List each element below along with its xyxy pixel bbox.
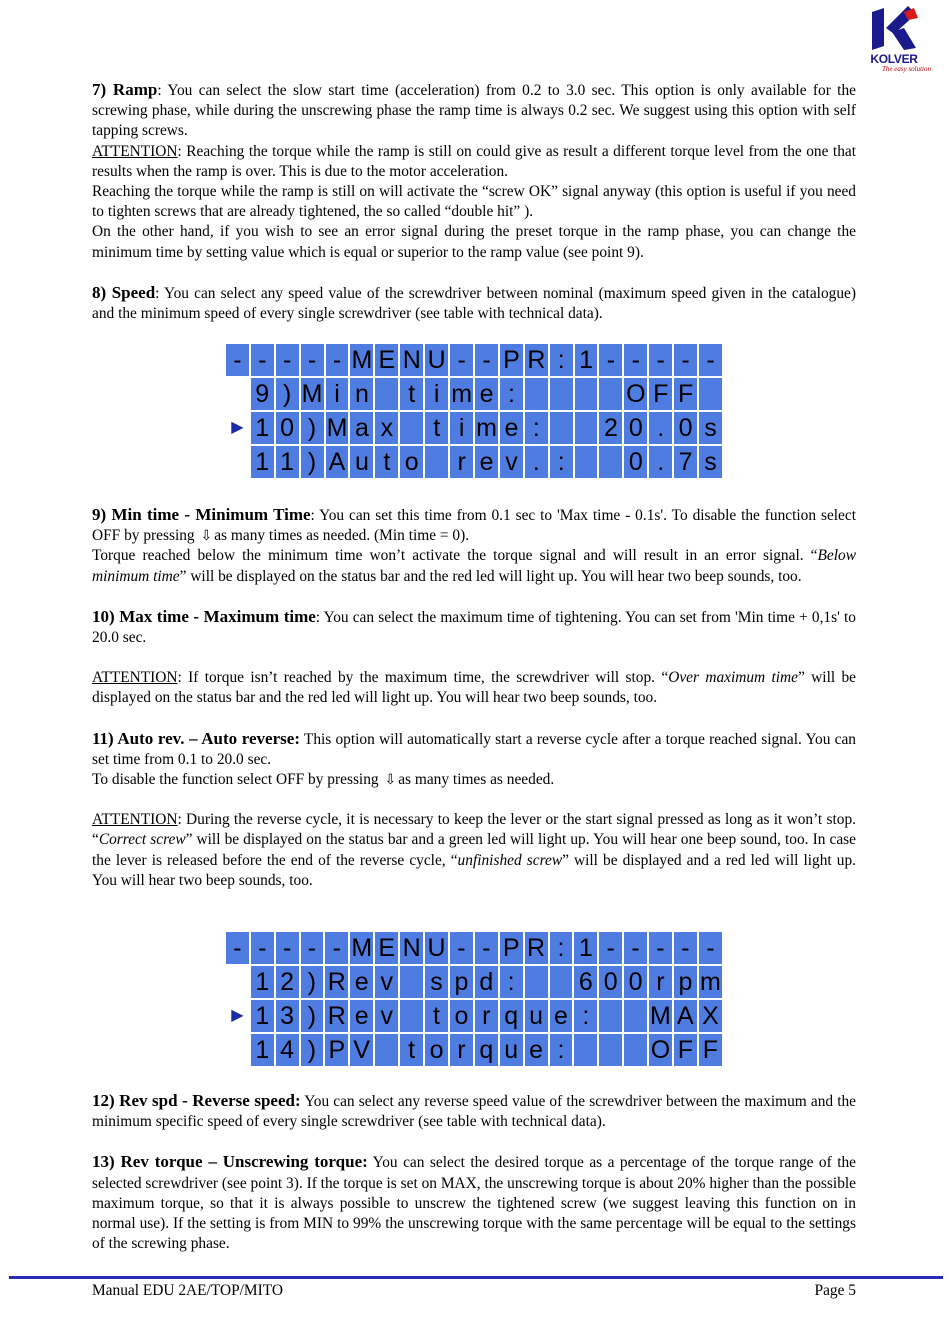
lcd-cell: - (226, 344, 249, 376)
lcd-cell: R (325, 1000, 348, 1032)
sec7-attention-text: : Reaching the torque while the ramp is still on could give as result a different torque level from the one that results when the ramp is over. This is due to the motor acceleration. (92, 142, 856, 180)
lcd-cell: 0 (674, 412, 697, 444)
lcd-cell: ) (301, 1034, 324, 1066)
lcd-cell: s (425, 966, 448, 998)
sec13-para (92, 1152, 856, 1254)
lcd-cell: i (450, 412, 473, 444)
sec11-attention-a: : During the reverse cycle, it is necessary to keep the lever or the start signal pressed as long as it won’t stop. “ (92, 811, 856, 849)
lcd-cell: - (301, 932, 324, 964)
lcd-cell: F (674, 1034, 697, 1066)
lcd-cell (575, 378, 598, 410)
lcd-cell: - (674, 932, 697, 964)
lcd-cell: u (350, 446, 373, 478)
lcd-cell: 1 (251, 1034, 274, 1066)
sec9-italic: Below minimum time (92, 547, 856, 585)
lcd-cell: : (550, 446, 573, 478)
lcd-cell: U (425, 932, 448, 964)
lcd-cell: 1 (251, 966, 274, 998)
sec10-attention-label: ATTENTION (92, 669, 178, 687)
lcd-cell: u (500, 1034, 523, 1066)
lcd-cell: : (550, 344, 573, 376)
lcd-cell: o (400, 446, 423, 478)
lcd-cell (375, 378, 398, 410)
lcd-cell: - (649, 932, 672, 964)
lcd-cell: e (525, 1034, 548, 1066)
lcd-cell: m (451, 380, 473, 408)
lcd-cell: 1 (251, 446, 274, 478)
lcd-cell: 2 (599, 412, 622, 444)
lcd-row (226, 344, 722, 376)
lcd-cell: O (626, 380, 646, 408)
lcd-cell: M (351, 934, 373, 962)
lcd-row (226, 378, 722, 410)
lcd-cell: 0 (624, 966, 647, 998)
lcd-cell (550, 378, 573, 410)
lcd-cell: - (475, 932, 498, 964)
lcd-cell: - (674, 344, 697, 376)
lcd-cell: 2 (276, 966, 299, 998)
logo-tagline: The easy solution (882, 65, 931, 73)
lcd-cell: - (276, 932, 299, 964)
lcd-cell (574, 1034, 597, 1066)
lcd-cell (575, 446, 598, 478)
down-arrow-icon: ⇩ (200, 528, 213, 545)
lcd-cell: - (276, 344, 299, 376)
lcd-cell (400, 966, 423, 998)
lcd-cell: - (251, 932, 274, 964)
lcd-cell (226, 446, 249, 478)
lcd-cell: N (400, 344, 423, 376)
lcd-cell (575, 412, 598, 444)
lcd-cell: P (325, 1034, 348, 1066)
lcd-cell: r (450, 446, 473, 478)
lcd-cell (375, 1034, 398, 1066)
lcd-cell: i (425, 378, 448, 410)
lcd-cell: - (599, 344, 622, 376)
sec11-para1 (92, 729, 856, 770)
page-content-2 (92, 505, 856, 891)
lcd-cell: F (674, 378, 697, 410)
kolver-logo (864, 6, 931, 76)
lcd-cell: F (649, 378, 672, 410)
lcd-cell: o (450, 1000, 473, 1032)
lcd-cell (525, 966, 548, 998)
lcd-cell: t (400, 1034, 423, 1066)
sec7-attention (92, 142, 856, 182)
sec7-para2: Reaching the torque while the ramp is still on will activate the “screw OK” signal anyway (this option is useful if you need to tighten screws that are already tightened, the so called “double hit” ). (92, 183, 856, 221)
lcd-cell (525, 378, 548, 410)
lcd-cell: 1 (574, 932, 597, 964)
lcd-cell (226, 966, 249, 998)
lcd-cell: M (301, 380, 323, 408)
lcd-cell: x (375, 412, 398, 444)
page-content (92, 80, 856, 324)
lcd-display-menu-1 (224, 342, 724, 480)
sec11-disable-b: as many times as needed. (398, 771, 555, 789)
sec11-title: 11) Auto rev. – Auto reverse: (92, 728, 300, 748)
lcd-row (226, 446, 722, 478)
sec10-para1 (92, 607, 856, 648)
lcd-cell (226, 378, 249, 410)
lcd-cell: e (350, 966, 373, 998)
lcd-cell: N (400, 932, 423, 964)
sec11-attention (92, 810, 856, 891)
lcd-cell: U (425, 344, 448, 376)
sec7-para3: On the other hand, if you wish to see an error signal during the preset torque in the ramp phase, you can change the minimum time by setting value which is equal or superior to the ramp value (see point 9). (92, 223, 856, 261)
lcd-cell: 0 (276, 412, 299, 444)
lcd-cell: . (525, 446, 548, 478)
lcd-cell: d (475, 966, 498, 998)
lcd-cell: e (500, 412, 523, 444)
lcd-cell: t (375, 446, 398, 478)
lcd-cell: s (699, 446, 722, 478)
sec11-attention-c: ” will be displayed and a red led will light up. You will hear two beep sounds, too. (92, 851, 856, 889)
sec13-title: 13) Rev torque – Unscrewing torque: (92, 1152, 368, 1172)
lcd-cell: 1 (251, 412, 274, 444)
lcd-cell: r (475, 1000, 498, 1032)
lcd-cell (599, 378, 622, 410)
sec11-text: This option will automatically start a reverse cycle after a torque reached signal. You can set time from 0.1 to 20.0 sec. (92, 730, 856, 768)
lcd-cell: E (375, 344, 398, 376)
lcd-cell: . (649, 412, 672, 444)
lcd-cell: q (500, 1000, 523, 1032)
sec12-para (92, 1091, 856, 1132)
lcd-cell: e (475, 378, 498, 410)
lcd-cell: t (400, 378, 423, 410)
lcd-cell: - (251, 344, 274, 376)
lcd-cell: A (326, 446, 349, 478)
sec9-text1: : You can set this time from 0.1 sec to 'Max time - 0.1s'. To disable the function select OFF by pressing (92, 507, 856, 545)
lcd-row (226, 1034, 722, 1066)
lcd-cell (400, 1000, 423, 1032)
lcd-cell: n (350, 378, 373, 410)
lcd-cell: - (624, 932, 647, 964)
selection-arrow-icon: ▶ (226, 412, 249, 444)
lcd-cell: : (500, 378, 523, 410)
sec10-title: 10) Max time - Maximum time (92, 606, 316, 626)
lcd-cell: R (325, 966, 348, 998)
lcd-cell: 1 (251, 1000, 274, 1032)
lcd-cell: ) (301, 966, 324, 998)
lcd-cell: e (550, 1000, 573, 1032)
page-content-3 (92, 1091, 856, 1254)
lcd-cell: t (425, 412, 448, 444)
lcd-cell: E (375, 932, 398, 964)
sec11-attention-b: ” will be displayed on the status bar and a green led will light up. You will hear one beep sound, too. In case the lever is released before the end of the reverse cycle, “ (92, 831, 856, 869)
lcd-cell: e (475, 446, 498, 478)
lcd-cell: V (350, 1034, 373, 1066)
footer-divider (9, 1276, 943, 1279)
lcd-cell: e (350, 1000, 373, 1032)
down-arrow-icon: ⇩ (384, 772, 397, 789)
lcd-cell: 4 (276, 1034, 299, 1066)
lcd-cell (550, 412, 573, 444)
sec11-attention-italic1: Correct screw (98, 831, 186, 849)
lcd-cell: ) (301, 412, 324, 444)
lcd-cell: 1 (575, 344, 598, 376)
lcd-row (226, 412, 722, 444)
lcd-cell: : (525, 412, 548, 444)
lcd-cell: r (450, 1034, 473, 1066)
lcd-cell: ) (276, 378, 299, 410)
lcd-cell (599, 1000, 622, 1032)
lcd-cell: o (425, 1034, 448, 1066)
sec13-text: You can select the desired torque as a percentage of the torque range of the selected screwdriver (see point 3). If the torque is set on MAX, the unscrewing torque is about 20% higher than the possible maximum torque, so that it is always possible to unscrew the tightened screw (we suggest leaving this function on in normal use). If the setting is from MIN to 99% the unscrewing torque with the same percentage will be equal to the settings of the screwing phase. (92, 1154, 856, 1253)
lcd-cell: s (699, 412, 722, 444)
lcd-display-menu-2 (224, 930, 724, 1068)
lcd-cell: 6 (574, 966, 597, 998)
sec11-attention-label: ATTENTION (92, 811, 178, 829)
sec7-title: 7) Ramp (92, 80, 158, 99)
lcd-cell: - (624, 344, 647, 376)
lcd-cell: m (476, 414, 497, 442)
lcd-cell: - (325, 932, 348, 964)
sec9-para1 (92, 505, 856, 546)
lcd-cell: . (649, 446, 672, 478)
sec7-para1 (92, 80, 856, 142)
lcd-cell: q (475, 1034, 498, 1066)
lcd-cell (425, 446, 448, 478)
sec9-para2b: ” will be displayed on the status bar and the red led will light up. You will hear two beep sounds, too. (179, 567, 802, 585)
lcd-cell (550, 966, 573, 998)
lcd-cell: 7 (674, 446, 697, 478)
lcd-cell: M (351, 346, 373, 374)
sec11-disable (92, 770, 856, 790)
lcd-cell: P (500, 932, 523, 964)
lcd-cell: i (326, 378, 349, 410)
lcd-cell: O (650, 1036, 671, 1064)
lcd-cell: ) (301, 446, 324, 478)
lcd-cell: - (450, 932, 473, 964)
lcd-cell: - (649, 344, 672, 376)
sec10-text: : You can select the maximum time of tightening. You can set from 'Min time + 0,1s' to 20.0 sec. (92, 608, 856, 647)
lcd-cell: - (450, 344, 473, 376)
lcd-cell: - (699, 932, 722, 964)
lcd-cell: 3 (276, 1000, 299, 1032)
sec11-disable-a: To disable the function select OFF by pressing (92, 771, 379, 789)
lcd-cell: 9 (251, 378, 274, 410)
logo-brand: KOLVER (870, 52, 918, 66)
lcd-cell: 0 (624, 446, 647, 478)
sec9-text2: as many times as needed. (Min time = 0). (214, 527, 470, 545)
lcd-cell (400, 412, 423, 444)
sec7-text: : You can select the slow start time (acceleration) from 0.2 to 3.0 sec. This option is only available for the screwing phase, while during the unscrewing phase the ramp time is always 0.2 sec. We suggest using this option with self tapping screws. (92, 82, 856, 140)
sec7-attention-label: ATTENTION (92, 142, 178, 160)
sec8-title: 8) Speed (92, 282, 156, 302)
lcd-cell: : (574, 1000, 597, 1032)
footer-manual-title: Manual EDU 2AE/TOP/MITO (92, 1282, 283, 1299)
lcd-cell: - (326, 344, 349, 376)
lcd-cell: m (700, 968, 721, 996)
sec8-text: : You can select any speed value of the screwdriver between nominal (maximum speed given in the catalogue) and the minimum speed of every single screwdriver (see table with technical data). (92, 284, 856, 323)
lcd-cell: M (326, 414, 348, 442)
lcd-cell (226, 1034, 249, 1066)
lcd-row (226, 966, 722, 998)
lcd-cell (624, 1034, 647, 1066)
lcd-cell: - (699, 344, 722, 376)
lcd-cell: : (550, 932, 573, 964)
lcd-cell (624, 1000, 647, 1032)
sec10-attention-b: ” will be displayed on the status bar and the red led will light up. You will hear two beep sounds, too. (92, 669, 856, 707)
lcd-cell: a (350, 412, 373, 444)
lcd-cell: t (425, 1000, 448, 1032)
lcd-cell: - (301, 344, 324, 376)
sec8-para (92, 283, 856, 324)
lcd-cell: R (525, 932, 548, 964)
lcd-cell (599, 446, 622, 478)
lcd-row (226, 1000, 722, 1032)
footer-page-number: Page 5 (814, 1282, 856, 1299)
lcd-cell: 0 (624, 412, 647, 444)
lcd-cell: v (500, 446, 523, 478)
lcd-cell: : (550, 1034, 573, 1066)
lcd-cell (699, 378, 722, 410)
kolver-k-icon (864, 6, 924, 52)
lcd-cell: A (674, 1000, 697, 1032)
lcd-cell: p (450, 966, 473, 998)
sec10-attention-italic: Over maximum time (668, 669, 799, 687)
sec9-para2a: Torque reached below the minimum time won’t activate the torque signal and will result in an error signal. “ (92, 547, 818, 565)
lcd-cell: u (525, 1000, 548, 1032)
sec9-title: 9) Min time - Minimum Time (92, 505, 311, 524)
sec10-attention (92, 668, 856, 708)
lcd-row (226, 932, 722, 964)
sec9-para2 (92, 546, 856, 586)
lcd-cell: F (699, 1034, 722, 1066)
sec12-title: 12) Rev spd - Reverse speed: (92, 1091, 301, 1110)
lcd-cell: R (525, 344, 548, 376)
lcd-cell: - (475, 344, 498, 376)
lcd-cell: v (375, 966, 398, 998)
lcd-cell: 0 (599, 966, 622, 998)
lcd-cell: X (699, 1000, 722, 1032)
lcd-cell: r (649, 966, 672, 998)
lcd-cell: - (226, 932, 249, 964)
lcd-cell: v (375, 1000, 398, 1032)
lcd-cell (599, 1034, 622, 1066)
lcd-cell: ) (301, 1000, 324, 1032)
lcd-cell: - (599, 932, 622, 964)
lcd-cell: p (674, 966, 697, 998)
lcd-cell: : (500, 966, 523, 998)
lcd-cell: 1 (276, 446, 299, 478)
lcd-cell: M (650, 1002, 671, 1030)
sec10-attention-a: : If torque isn’t reached by the maximum time, the screwdriver will stop. “ (177, 669, 669, 687)
selection-arrow-icon: ▶ (226, 1000, 249, 1032)
lcd-cell: P (500, 344, 523, 376)
sec11-attention-italic2: unfinished screw (457, 851, 563, 869)
sec12-text: You can select any reverse speed value of the screwdriver between the maximum and the minimum specific speed of every single screwdriver (see table with technical data). (92, 1093, 857, 1131)
